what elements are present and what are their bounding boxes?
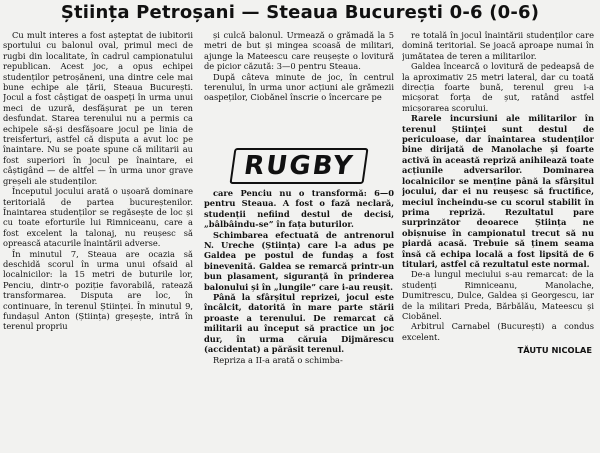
article-column-1 bbox=[3, 30, 193, 453]
rugby-logo-text: RUGBY bbox=[229, 148, 368, 184]
article-headline: Știința Petroșani — Steaua București 0-6 (0-6) bbox=[60, 2, 540, 23]
paragraph: re totală în jocul înaintării studenților care domină teritorial. Se joacă aproape numai în jumătatea de teren a militarilor. bbox=[402, 30, 594, 61]
paragraph: În minutul 7, Steaua are ocazia să deschidă scorul în urma unui ofsaid al localnicilor: la 15 metri de buturile lor, Penciu, dintr-o poziție favorabilă, ratează transformarea. Disputa are loc, în continuare, în terenul Științei. În minutul 9, fundașul Anton (Știința) greșește, intră în terenul propriu bbox=[3, 248, 193, 332]
column-2-bottom bbox=[204, 188, 394, 453]
paragraph: Schimbarea efectuată de antrenorul N. Ureche (Știința) care l-a adus pe Galdea pe postul de fundaș a fost binevenită. Galdea se remarcă printr-un bun plasament, siguranță în prinderea balonului și în „lungile” care i-au reușit. bbox=[204, 229, 394, 292]
paragraph: care Penciu nu o transformă: 6—0 pentru Steaua. A fost o fază neclară, studenții nefiind destul de decisi, „bâlbâindu-se” în fața buturilor. bbox=[204, 188, 394, 230]
paragraph: și culcă balonul. Urmează o grămadă la 5 metri de but și mingea scoasă de militari, ajunge la Mateescu care reușește o lovitură de picior căzută: 3—0 pentru Steaua. bbox=[204, 30, 394, 72]
article-column-2 bbox=[204, 30, 394, 453]
rugby-logo bbox=[204, 144, 394, 188]
paragraph: Până la sfârșitul reprizei, jocul este încâlcit, datorită în mare parte stării proaste a terenului. De remarcat că militarii au început să practice un joc dur, în urma căruia Dijmărescu (accidentat) a părăsit terenul. bbox=[204, 292, 394, 355]
paragraph: Începutul jocului arată o ușoară dominare teritorială de partea bucureștenilor. Înaintarea studenților se regăsește de loc și cu toate eforturile lui Rimniceanu, care a fost excelent la talonaj, nu reușesc să oprească atacurile înaintării adverse. bbox=[3, 186, 193, 249]
paragraph: Repriza a II-a arată o schimba- bbox=[213, 354, 343, 365]
paragraph: După câteva minute de joc, în centrul terenului, în urma unor acțiuni ale grămezii oaspeților, Ciobănel înscrie o încercare pe bbox=[204, 71, 394, 103]
paragraph: Arbitrul Carnabel (București) a condus excelent. bbox=[402, 321, 594, 342]
paragraph: De-a lungul meciului s-au remarcat: de la studenți Rimniceanu, Manolache, Dumitrescu, Dulce, Galdea și Georgescu, iar de la militari Preda, Bărbălău, Mateescu și Ciobănel. bbox=[402, 269, 594, 321]
paragraph: Cu mult interes a fost așteptat de iubitorii sportului cu balonul oval, primul meci de rugbi din localitate, în cadrul campionatului republican. Acest joc, a opus echipei studenților petroșăneni, una dintre cele mai bune echipe ale țării, Steaua București. Jocul a fost câștigat de oaspeți în urma unui meci de uzură, desfășurat pe un teren desfundat. Starea terenului nu a permis ca echipele să-și desfășoare jocul pe linia de treisferturi, astfel că disputa a avut loc pe înaintare. Nu se poate spune că militarii au fost superiori în jocul pe înaintare, ei câștigând — de altfel — în urma unor grave greșeli ale studenților. bbox=[3, 30, 193, 186]
paragraph: Rarele incursiuni ale militarilor în terenul Științei sunt destul de periculoase, dar înaintarea studenților bine dirijată de Manolache și foarte activă în această repriză anihilează toate acțiunile adversarilor. Dominarea localnicilor se menține până la sfârșitul jocului, dar ei nu reușesc să fructifice, meciul încheindu-se cu scorul stabilit în prima repriză. Rezultatul pare surprinzător deoarece Știința ne obișnuise în campionatul trecut să nu piardă acasă. Trebuie să ținem seama însă că echipa locală a fost lipsită de 6 titulari, astfel că rezultatul este normal. bbox=[402, 113, 594, 269]
author-signature: TĂUTU NICOLAE bbox=[517, 345, 592, 356]
paragraph: Galdea încearcă o lovitură de pedeapsă de la aproximativ 25 metri lateral, dar cu toată direcția foarte bună, terenul greu i-a micșorat forța de șut, ratând astfel micșorarea scorului. bbox=[402, 61, 594, 113]
column-2-top bbox=[204, 30, 394, 144]
article-column-3 bbox=[402, 30, 594, 453]
